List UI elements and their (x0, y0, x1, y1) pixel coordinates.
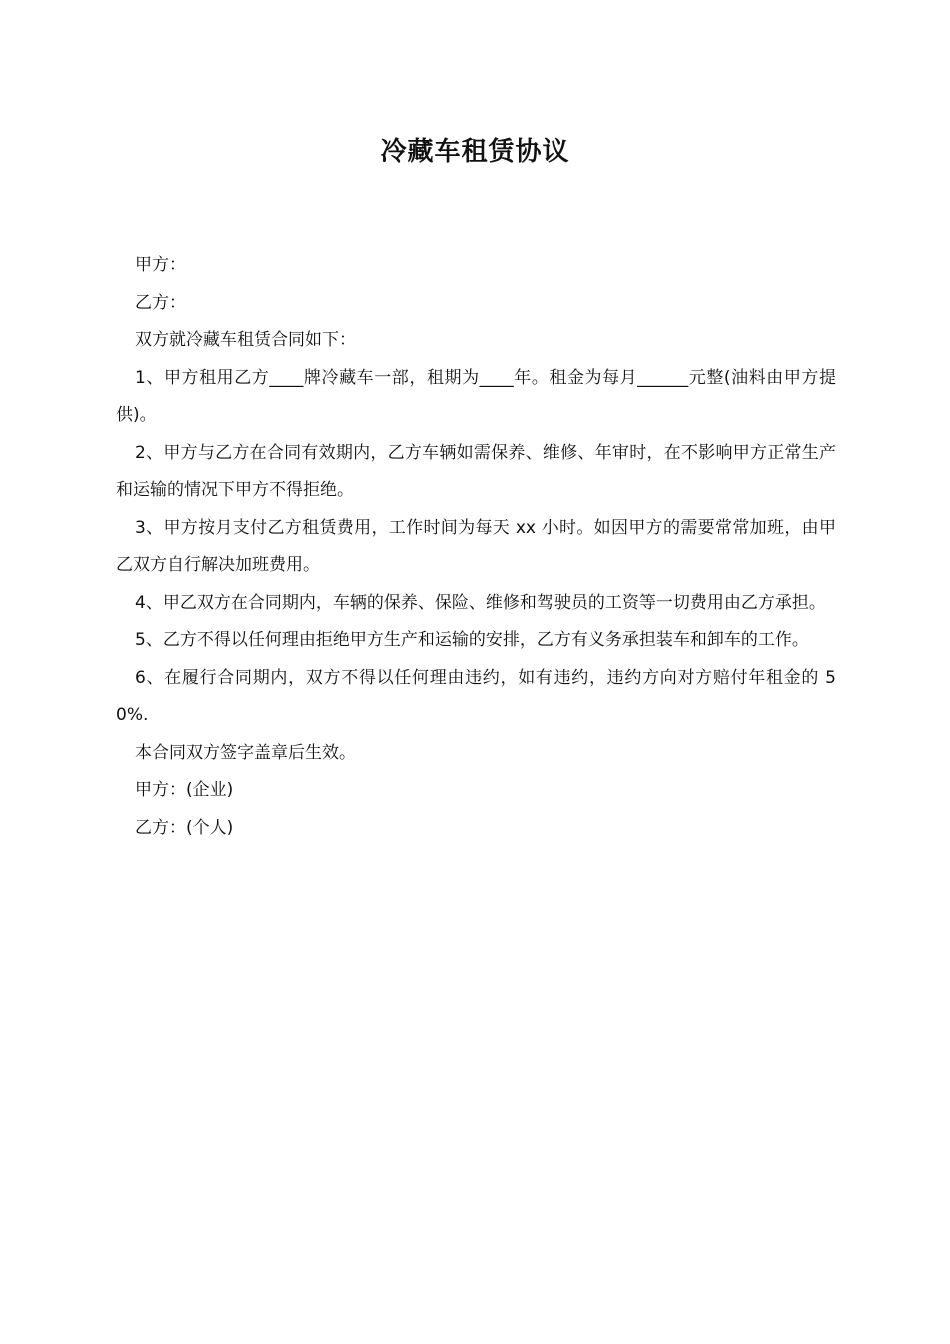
party-b-line: 乙方： (135, 292, 186, 313)
clause-3: 3、甲方按月支付乙方租赁费用，工作时间为每天 xx 小时。如因甲方的需要常常加班，由甲乙双方自行解决加班费用。 (116, 517, 836, 575)
signature-party-b: 乙方：(个人) (135, 817, 234, 838)
clause-6: 6、在履行合同期内，双方不得以任何理由违约，如有违约，违约方向对方赔付年租金的 50%. (116, 667, 836, 725)
clause-5: 5、乙方不得以任何理由拒绝甲方生产和运输的安排，乙方有义务承担装车和卸车的工作。 (135, 630, 809, 650)
clause-1: 1、甲方租用乙方____牌冷藏车一部，租期为____年。租金为每月______元整(油料由甲方提供)。 (116, 367, 836, 425)
document-title: 冷藏车租赁协议 (380, 137, 570, 167)
party-a-line: 甲方： (135, 255, 186, 275)
intro-paragraph: 双方就冷藏车租赁合同如下： (135, 330, 356, 350)
clause-2: 2、甲方与乙方在合同有效期内，乙方车辆如需保养、维修、年审时，在不影响甲方正常生产和运输的情况下甲方不得拒绝。 (116, 442, 836, 500)
document-body (116, 247, 836, 847)
signature-party-a: 甲方：(企业) (135, 780, 234, 800)
clause-4: 4、甲乙双方在合同期内，车辆的保养、保险、维修和驾驶员的工资等一切费用由乙方承担。 (135, 592, 826, 613)
effective-statement: 本合同双方签字盖章后生效。 (135, 742, 356, 763)
